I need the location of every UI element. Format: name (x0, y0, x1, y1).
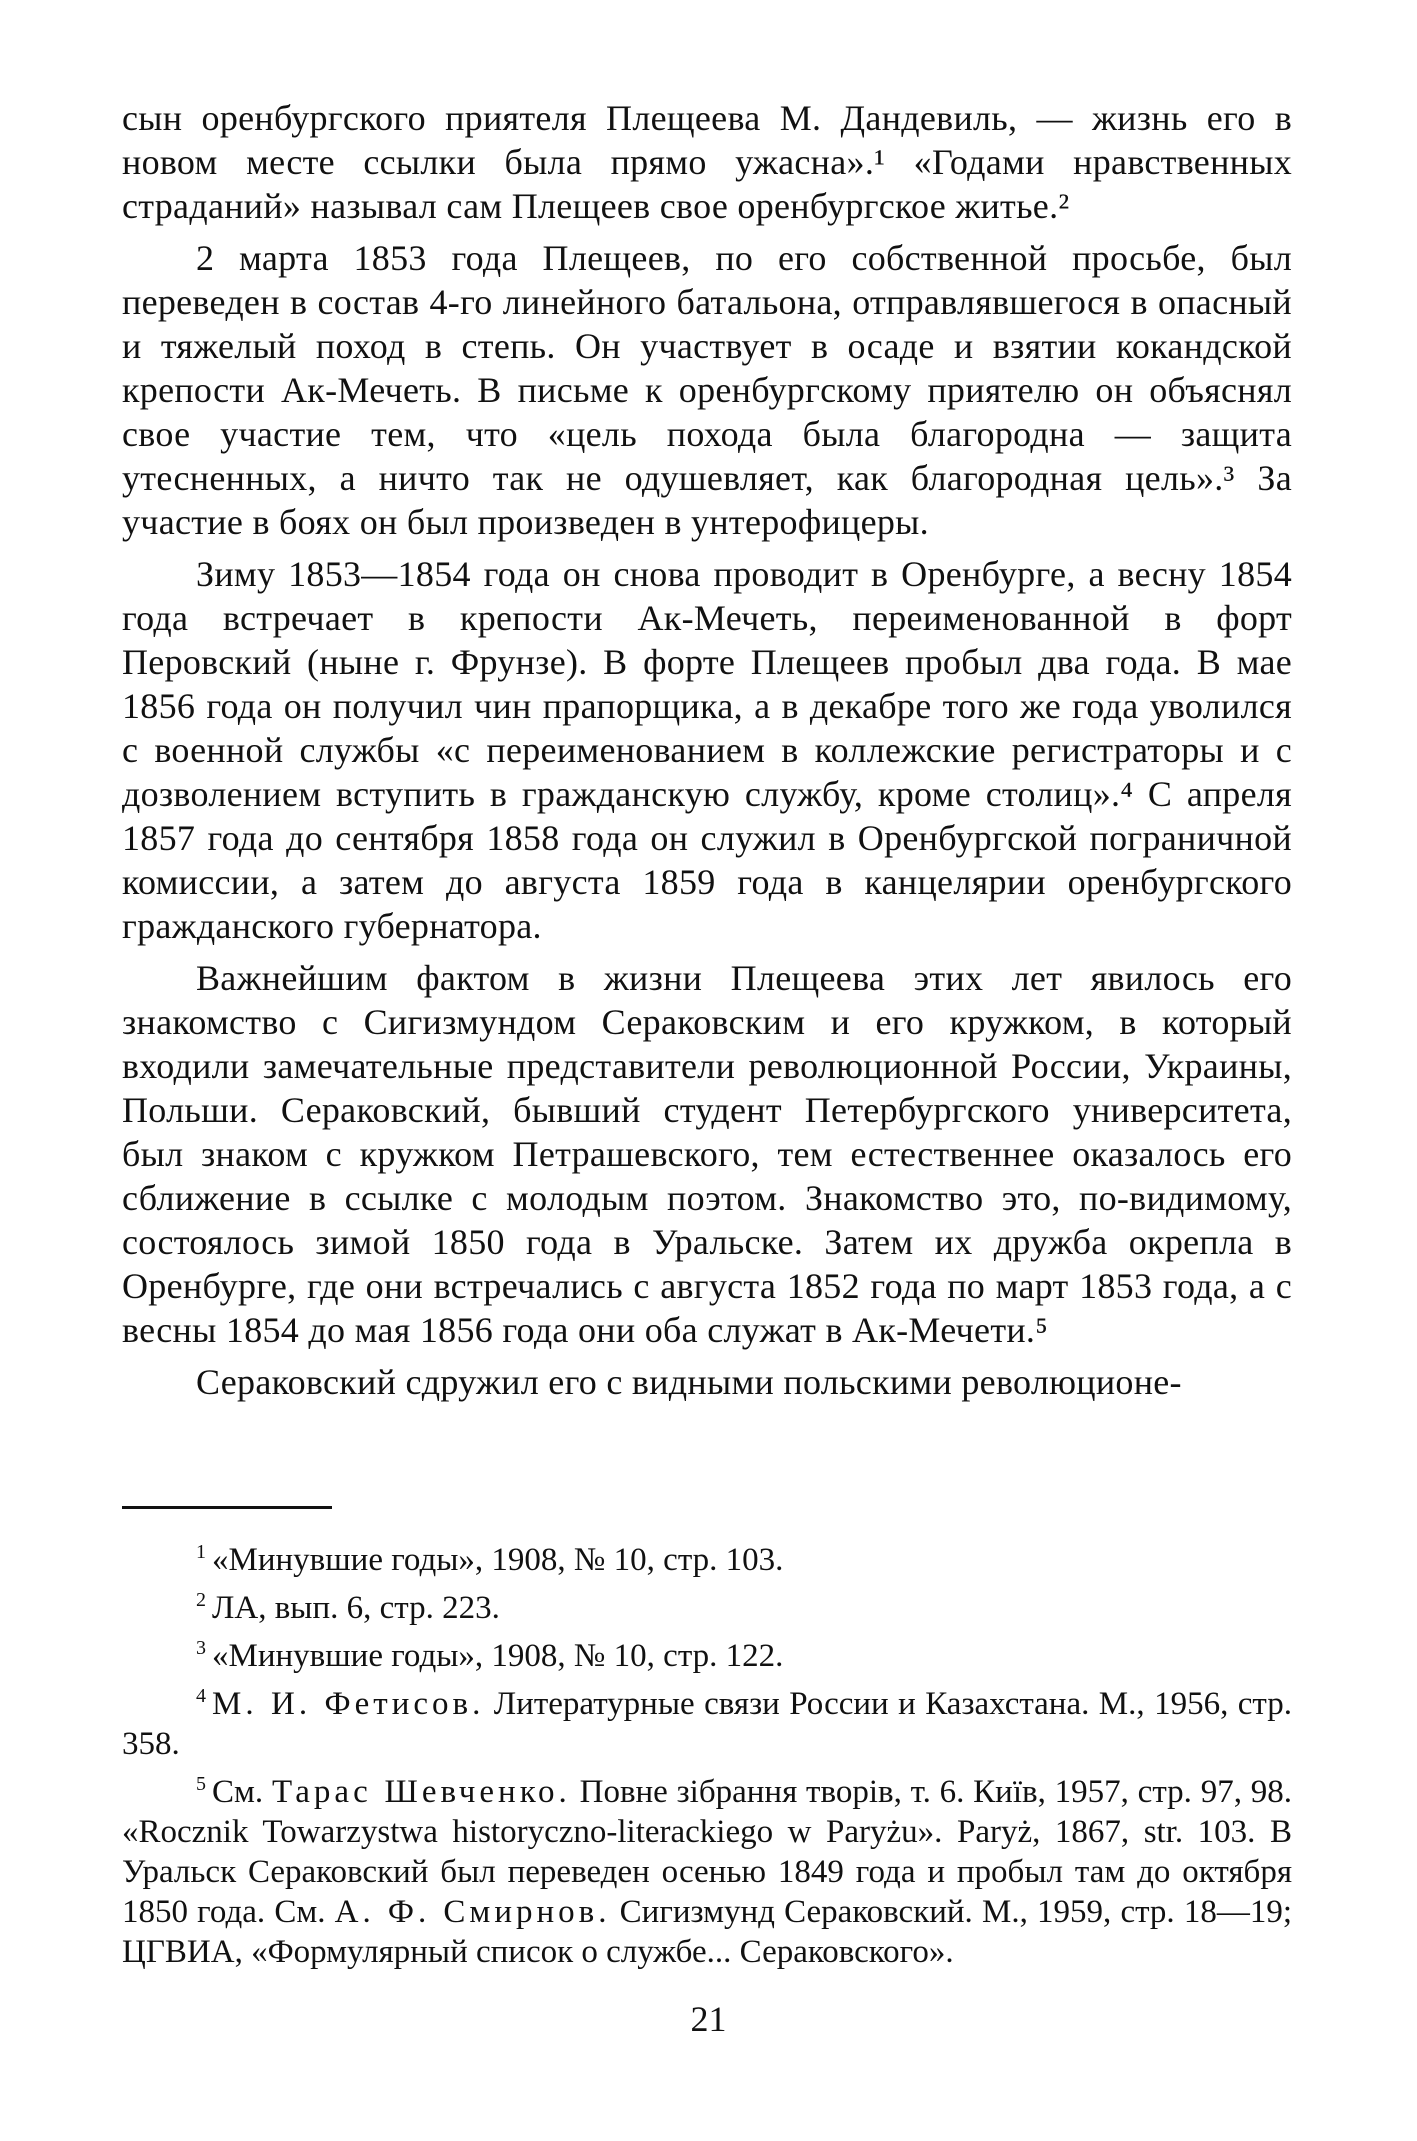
footnote (122, 1676, 1292, 1764)
footnote-mark: 4 (196, 1685, 206, 1707)
footnote-author: А. Ф. Смирнов. (334, 1894, 611, 1930)
footnote (122, 1580, 1292, 1628)
footnote (122, 1764, 1292, 1972)
footnote-author: М. И. Фетисов. (212, 1686, 485, 1722)
footnote-text: Литературные связи России и Казахстана. М., 1956, стр. 358. (122, 1686, 1293, 1762)
footnote-author: Тарас Шевченко. (271, 1774, 571, 1810)
footnote-lead: См. (212, 1774, 264, 1810)
footnote-mark: 5 (196, 1773, 206, 1795)
footnote-text: ЛА, вып. 6, стр. 223. (212, 1590, 500, 1626)
main-text (122, 96, 1292, 1412)
footnote (122, 1628, 1292, 1676)
footnote-mark: 2 (196, 1589, 206, 1611)
footnote-text: «Минувшие годы», 1908, № 10, стр. 103. (212, 1542, 784, 1578)
page-number: 21 (690, 1999, 727, 2039)
paragraph: 2 марта 1853 года Плещеев, по его собственной просьбе, был переведен в состав 4-го линейного батальона, отправлявшегося в опасный и тяжелый поход в степь. Он участвует в осаде и взятии кокандской крепости Ак-Мечеть. В письме к оренбургскому приятелю он объяснял свое участие тем, что «цель похода была благородна — защита утесненных, а ничто так не одушевляет, как благородная цель».³ За участие в боях он был произведен в унтерофицеры. (122, 238, 1292, 542)
paragraph: Зиму 1853—1854 года он снова проводит в Оренбурге, а весну 1854 года встречает в крепости Ак-Мечеть, переименованной в форт Перовский (ныне г. Фрунзе). В форте Плещеев пробыл два года. В мае 1856 года он получил чин прапорщика, а в декабре того же года уволился с военной службы «с переименованием в коллежские регистраторы и с дозволением вступить в гражданскую службу, кроме столиц».⁴ С апреля 1857 года до сентября 1858 года он служил в Оренбургской пограничной комиссии, а затем до августа 1859 года в канцелярии оренбургского гражданского губернатора. (122, 554, 1292, 946)
footnote-text: Повне зібрання творів, т. 6. Київ, 1957, стр. 97, 98. «Rocznik Towarzystwa historyczno-literackiego w Paryżu». Paryż, 1867, str. 103. В Уральск Сераковский был переведен осенью 1849 года и пробыл там до октября 1850 года. См. (122, 1774, 1292, 1930)
footnote-mark: 3 (196, 1637, 206, 1659)
footnote-mark: 1 (196, 1541, 206, 1563)
footnote (122, 1532, 1292, 1580)
paragraph: Сераковский сдружил его с видными польскими революционе- (196, 1362, 1182, 1402)
paragraph: Важнейшим фактом в жизни Плещеева этих лет явилось его знакомство с Сигизмундом Сераковским и его кружком, в который входили замечательные представители революционной России, Украины, Польши. Сераковский, бывший студент Петербургского университета, был знаком с кружком Петрашевского, тем естественнее оказалось его сближение в ссылке с молодым поэтом. Знакомство это, по-видимому, состоялось зимой 1850 года в Уральске. Затем их дружба окрепла в Оренбурге, где они встречались с августа 1852 года по март 1853 года, а с весны 1854 до мая 1856 года они оба служат в Ак-Мечети.⁵ (122, 958, 1292, 1350)
paragraph: сын оренбургского приятеля Плещеева М. Дандевиль, — жизнь его в новом месте ссылки была прямо ужасна».¹ «Годами нравственных страданий» называл сам Плещеев свое оренбургское житье.² (122, 98, 1292, 226)
footnote-divider (122, 1506, 332, 1509)
footnote-text: Сигизмунд Сераковский. М., 1959, стр. 18—19; ЦГВИА, «Формулярный список о службе... Сераковского». (122, 1894, 1293, 1970)
footnotes (122, 1532, 1292, 1972)
footnote-text: «Минувшие годы», 1908, № 10, стр. 122. (212, 1638, 784, 1674)
